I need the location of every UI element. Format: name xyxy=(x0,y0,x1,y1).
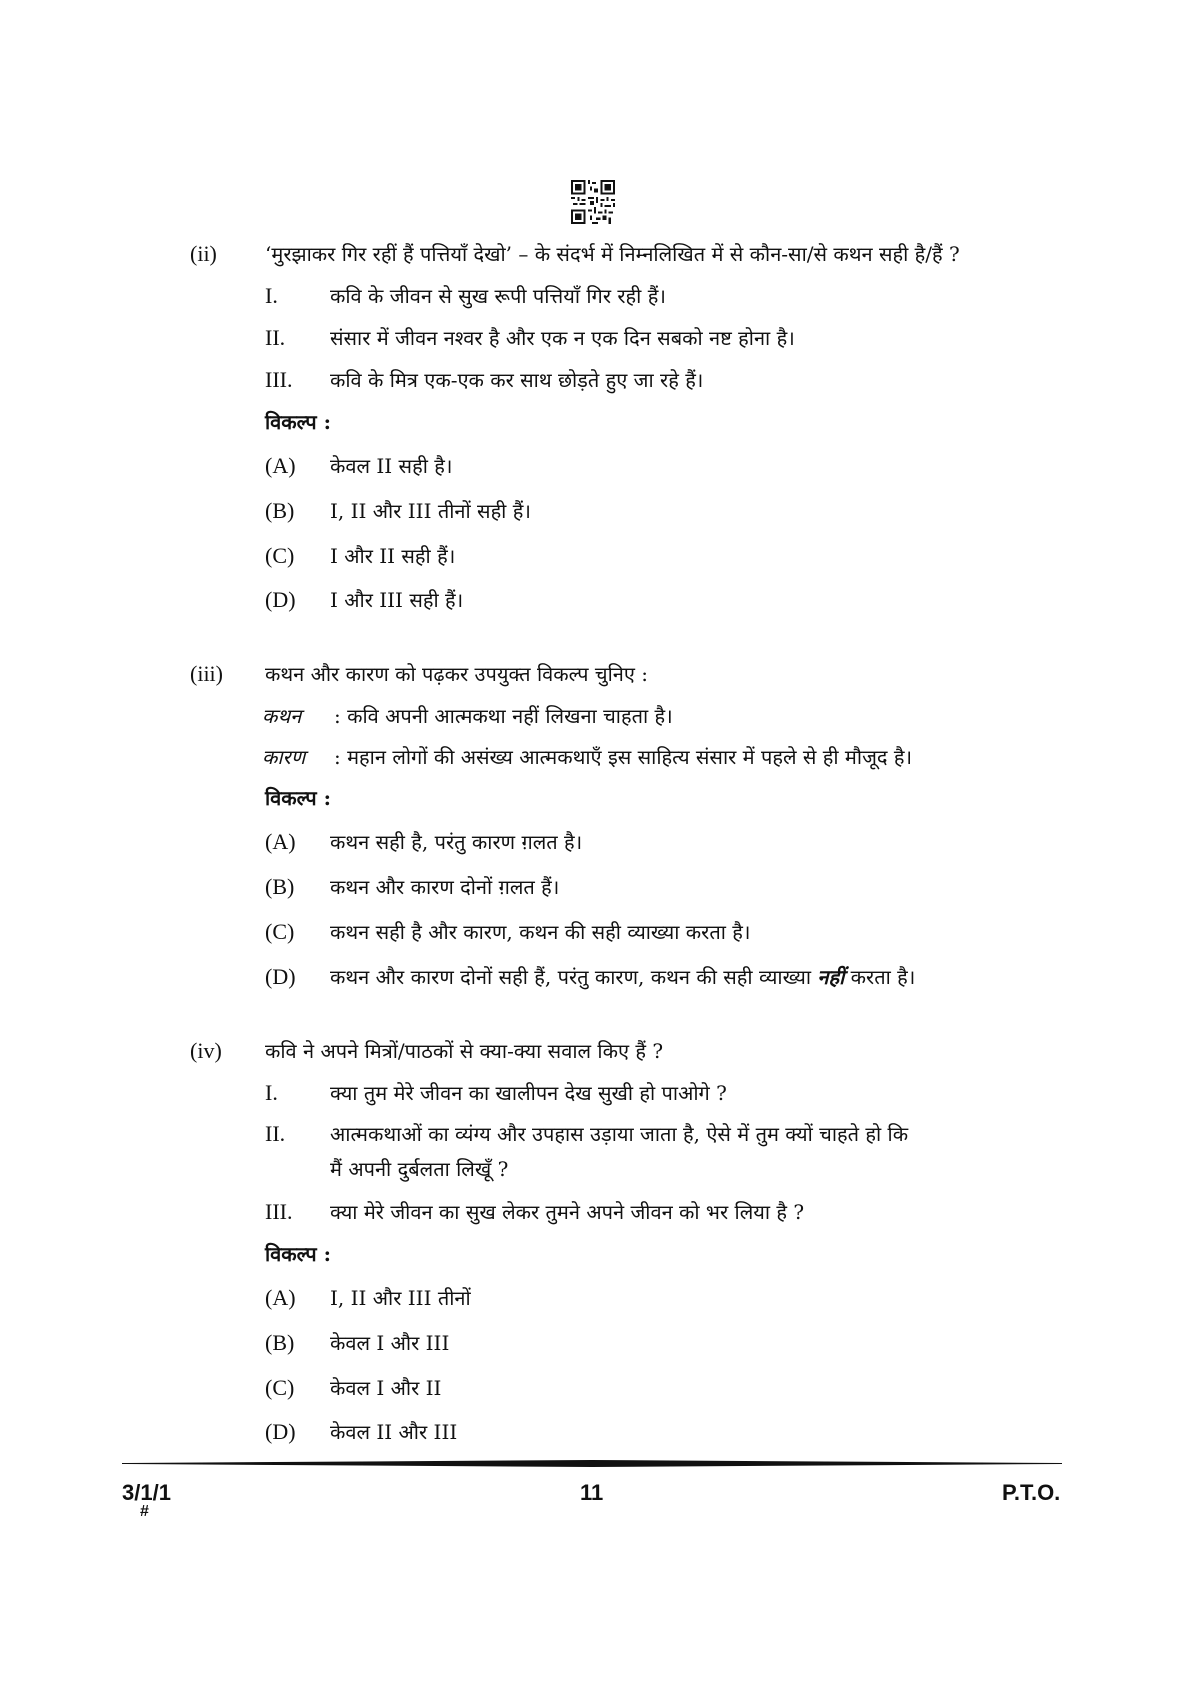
page-number: 11 xyxy=(580,1480,604,1505)
pto-label: P.T.O. xyxy=(1002,1480,1061,1505)
options-heading: विकल्प : xyxy=(265,1242,331,1266)
exam-page: (ii) ‘मुरझाकर गिर रहीं हैं पत्तियाँ देखो’ – के संदर्भ में निम्नलिखित में से कौन-सा/से कथन सही है/हैं ? I. कवि के जीवन से सुख रूपी पत्तियाँ गिर रही हैं। II. संसार में जीवन नश्वर है और एक न एक दिन सबको नष्ट होना है। III. कवि के मित्र एक-एक कर साथ छोड़ते हुए जा रहे हैं। विकल्प : (A) केवल II सही है। (B) I, II और III तीनों सही हैं। (C) I और II सही हैं। (D) I और III सही हैं। (iii) कथन और कारण को पढ़कर उपयुक्त विकल्प चुनिए : कथन : कवि अपनी आत्मकथा नहीं लिखना चाहता है। कारण : महान लोगों की असंख्य आत्मकथाएँ इस साहित्य संसार में पहले से ही मौजूद है। विकल्प : (A) कथन सही है, परंतु कारण ग़लत है। (B) कथन और कारण दोनों ग़लत हैं। (C) कथन सही है और कारण, कथन की सही व्याख्या करता है। (D) कथन और कारण दोनों सही हैं, परंतु कारण, कथन की सही व्याख्या नहीं करता है। (iv) कवि ने अपने मित्रों/पाठकों से क्या-क्या सवाल किए हैं ? I. क्या तुम मेरे जीवन का खालीपन देख सुखी हो पाओगे ? II. आत्मकथाओं का व्यंग्य और उपहास उड़ाया जाता है, ऐसे में तुम क्यों चाहते हो कि मैं अपनी दुर्बलता लिखूँ ? III. क्या मेरे जीवन का सुख लेकर तुमने अपने जीवन को भर लिया है ? विकल्प : (A) I, II और III तीनों (B) केवल I और III (C) केवल I और II (D) केवल II और III 3/1/1 11 P.T.O. # xyxy=(0,0,1190,1683)
question-text: कवि ने अपने मित्रों/पाठकों से क्या-क्या सवाल किए हैं ? xyxy=(265,1039,664,1063)
qr-code-icon xyxy=(571,180,615,224)
question-text: ‘मुरझाकर गिर रहीं हैं पत्तियाँ देखो’ – के संदर्भ में निम्नलिखित में से कौन-सा/से कथन सही है/हैं ? xyxy=(265,242,960,266)
emphasis-text: नहीं xyxy=(817,965,845,989)
paper-code: 3/1/1 xyxy=(122,1480,171,1505)
question-number: (ii) xyxy=(190,241,217,266)
options-heading: विकल्प : xyxy=(265,410,331,434)
question-number: (iv) xyxy=(190,1038,222,1063)
options-heading: विकल्प : xyxy=(265,786,331,810)
hash-mark: # xyxy=(140,1503,149,1520)
footer-divider xyxy=(122,1460,1062,1467)
question-text: कथन और कारण को पढ़कर उपयुक्त विकल्प चुनिए : xyxy=(265,662,649,686)
question-number: (iii) xyxy=(190,661,223,686)
